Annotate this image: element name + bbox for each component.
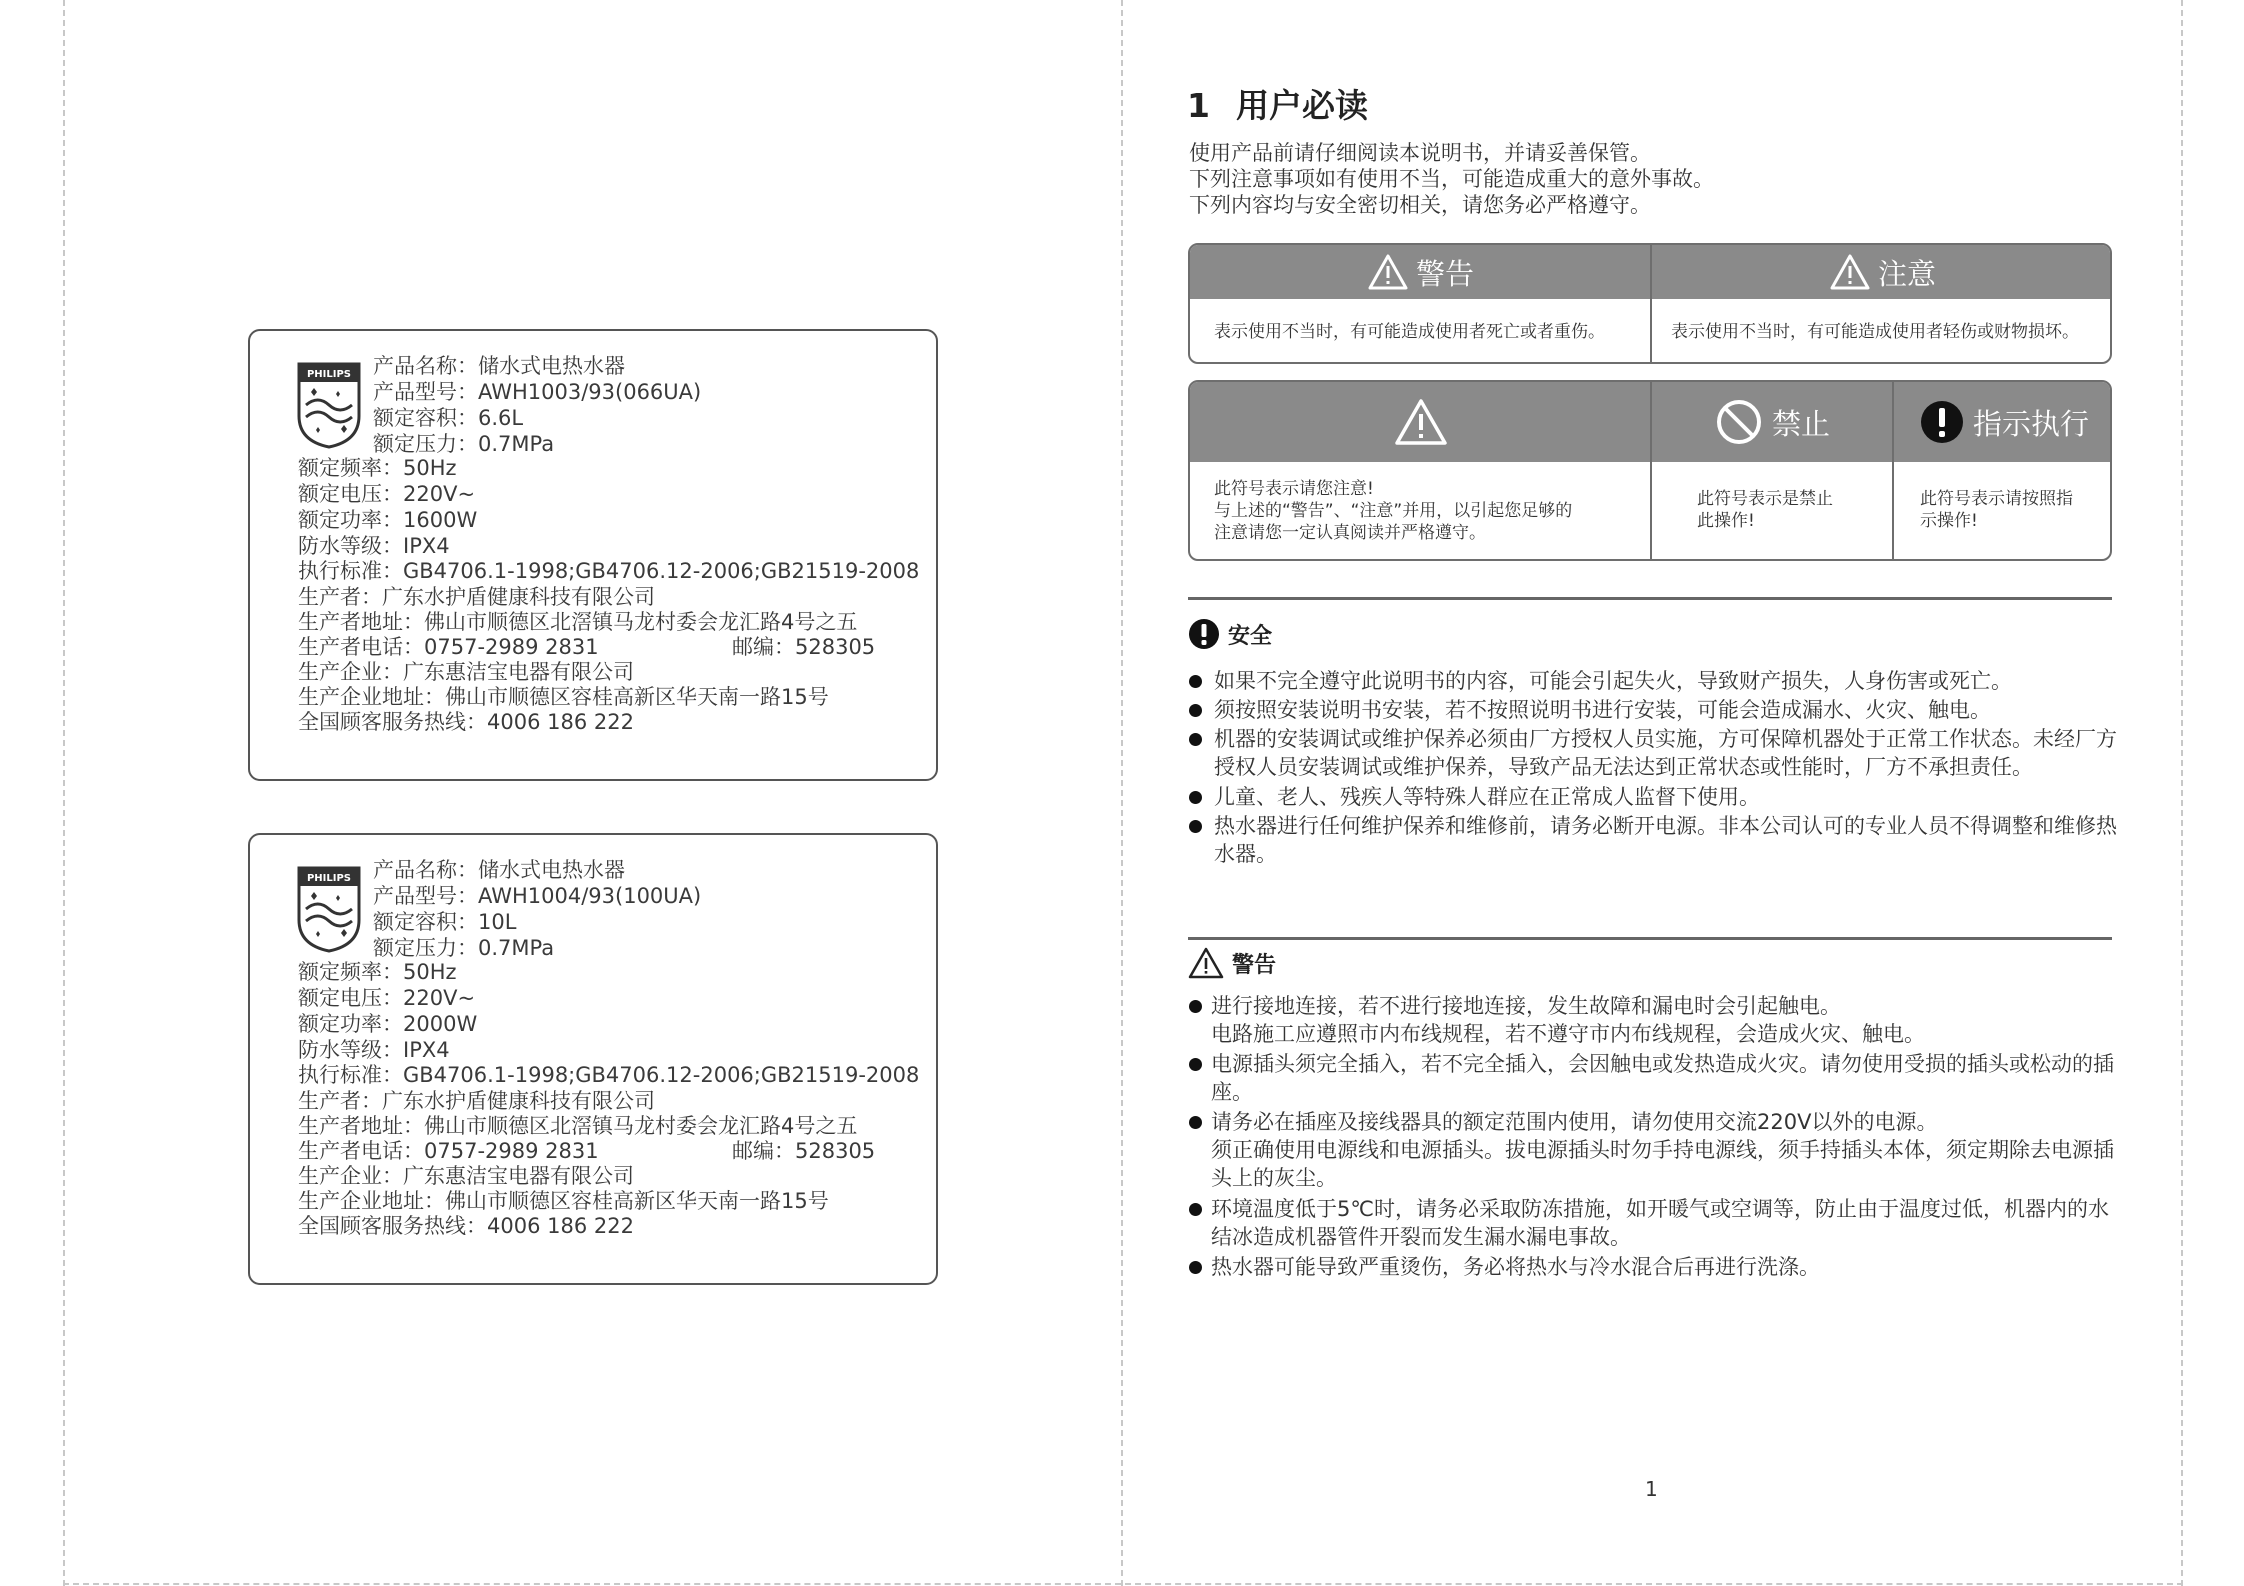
prohibit-desc-line: 此操作! — [1697, 511, 1755, 531]
prohibit-description — [1697, 488, 1833, 532]
producer: 生产者：广东水护盾健康科技有限公司 — [298, 1089, 655, 1113]
right-page-edge — [2181, 0, 2183, 1586]
manufacturer-address: 生产企业地址：佛山市顺德区容桂高新区华天南一路15号 — [298, 685, 829, 709]
product-model: 产品型号：AWH1003/93(066UA) — [373, 380, 702, 404]
safety-title: 安全 — [1228, 623, 1273, 649]
manufacturer: 生产企业：广东惠洁宝电器有限公司 — [298, 660, 634, 684]
intro-line: 使用产品前请仔细阅读本说明书，并请妥善保管。 — [1189, 141, 1651, 165]
bullet-icon — [1189, 675, 1202, 688]
page-fold-line — [1121, 0, 1123, 1586]
mandatory-title: 指示执行 — [1972, 406, 2089, 441]
nameplate-label-2 — [248, 833, 938, 1285]
mandatory-desc-line: 此符号表示请按照指 — [1920, 489, 2073, 509]
bullet-icon — [1189, 1000, 1202, 1013]
attention-desc-line: 此符号表示请您注意! — [1214, 479, 1374, 499]
rated-power: 额定功率：1600W — [298, 508, 478, 532]
mandatory-icon — [1919, 399, 1965, 445]
chapter-title — [1187, 80, 1368, 127]
warning-triangle-icon — [1394, 398, 1448, 446]
warning-item-text: 环境温度低于5℃时，请务必采取防冻措施，如开暖气或空调等，防止由于温度过低，机器内的水 — [1211, 1197, 2109, 1221]
safety-item-text: 授权人员安装调试或维护保养，导致产品无法达到正常状态或性能时，厂方不承担责任。 — [1214, 755, 2033, 779]
waterproof-grade: 防水等级：IPX4 — [298, 1038, 450, 1062]
prohibit-desc-line: 此符号表示是禁止 — [1697, 489, 1833, 509]
safety-heading — [1188, 618, 1272, 650]
intro-line: 下列注意事项如有使用不当，可能造成重大的意外事故。 — [1189, 167, 1714, 191]
attention-description — [1214, 478, 1572, 544]
column-divider — [1650, 382, 1652, 559]
nameplate-label-1 — [248, 329, 938, 781]
rated-capacity: 额定容积：6.6L — [373, 406, 524, 430]
warning-item-text: 结冰造成机器管件开裂而发生漏水漏电事故。 — [1211, 1225, 1631, 1249]
rated-pressure: 额定压力：0.7MPa — [373, 936, 555, 960]
mandatory-desc-line: 示操作! — [1920, 511, 1978, 531]
caution-header — [1652, 245, 2112, 299]
bottom-trim-line — [63, 1583, 2183, 1585]
mandatory-description — [1920, 488, 2073, 532]
warning-heading — [1188, 947, 1276, 979]
service-hotline: 全国顾客服务热线：4006 186 222 — [298, 1214, 634, 1238]
symbol-table-attention-prohibit-mandatory — [1188, 380, 2112, 561]
warning-item — [1189, 1195, 2119, 1251]
warning-header — [1190, 245, 1652, 299]
safety-item-text: 须按照安装说明书安装，若不按照说明书进行安装，可能会造成漏水、火灾、触电。 — [1214, 698, 1991, 722]
product-name: 产品名称：储水式电热水器 — [373, 354, 625, 378]
producer: 生产者：广东水护盾健康科技有限公司 — [298, 585, 655, 609]
section-rule — [1188, 937, 2112, 940]
safety-item — [1189, 783, 2119, 811]
standard: 执行标准：GB4706.1-1998;GB4706.12-2006;GB21519-2008 — [298, 1063, 920, 1087]
rated-capacity: 额定容积：10L — [373, 910, 517, 934]
safety-item — [1189, 667, 2119, 695]
mandatory-icon — [1188, 618, 1220, 650]
warning-item-text: 须正确使用电源线和电源插头。拔电源插头时勿手持电源线，须手持插头本体，须定期除去电源插 — [1211, 1138, 2114, 1162]
warning-item-text: 电路施工应遵照市内布线规程，若不遵守市内布线规程，会造成火灾、触电。 — [1211, 1022, 1925, 1046]
postal-code: 邮编：528305 — [732, 1139, 876, 1163]
warning-item — [1189, 1050, 2119, 1106]
attention-desc-line: 注意请您一定认真阅读并严格遵守。 — [1214, 523, 1486, 543]
safety-item-text: 儿童、老人、残疾人等特殊人群应在正常成人监督下使用。 — [1214, 785, 1760, 809]
warning-triangle-icon — [1188, 947, 1224, 979]
philips-logo-icon — [296, 361, 362, 449]
rated-voltage: 额定电压：220V~ — [298, 986, 476, 1010]
warning-item — [1189, 1108, 2119, 1192]
bullet-icon — [1189, 1261, 1202, 1274]
prohibit-title: 禁止 — [1771, 406, 1830, 441]
producer-address: 生产者地址：佛山市顺德区北滘镇马龙村委会龙汇路4号之五 — [298, 1114, 858, 1138]
rated-voltage: 额定电压：220V~ — [298, 482, 476, 506]
page-number: 1 — [1645, 1477, 1658, 1501]
safety-item-text: 水器。 — [1214, 842, 1277, 866]
column-divider — [1650, 245, 1652, 362]
column-divider — [1892, 382, 1894, 559]
warning-item-text: 座。 — [1211, 1080, 1253, 1104]
warning-triangle-icon — [1830, 254, 1870, 290]
warning-item-text: 请务必在插座及接线器具的额定范围内使用，请勿使用交流220V以外的电源。 — [1211, 1110, 1938, 1134]
standard: 执行标准：GB4706.1-1998;GB4706.12-2006;GB21519-2008 — [298, 559, 920, 583]
rated-frequency: 额定频率：50Hz — [298, 960, 457, 984]
product-model: 产品型号：AWH1004/93(100UA) — [373, 884, 702, 908]
intro-line: 下列内容均与安全密切相关，请您务必严格遵守。 — [1189, 193, 1651, 217]
prohibit-icon — [1716, 399, 1762, 445]
waterproof-grade: 防水等级：IPX4 — [298, 534, 450, 558]
philips-logo-icon — [296, 865, 362, 953]
bullet-icon — [1189, 733, 1202, 746]
safety-item-text: 如果不完全遵守此说明书的内容，可能会引起失火，导致财产损失，人身伤害或死亡。 — [1214, 669, 2012, 693]
warning-item-text: 电源插头须完全插入，若不完全插入，会因触电或发热造成火灾。请勿使用受损的插头或松动的插 — [1211, 1052, 2114, 1076]
producer-address: 生产者地址：佛山市顺德区北滘镇马龙村委会龙汇路4号之五 — [298, 610, 858, 634]
warning-item-text: 头上的灰尘。 — [1211, 1166, 1337, 1190]
bullet-icon — [1189, 791, 1202, 804]
safety-item-text: 机器的安装调试或维护保养必须由厂方授权人员实施，方可保障机器处于正常工作状态。未经厂方 — [1214, 727, 2117, 751]
warning-item-text: 进行接地连接，若不进行接地连接，发生故障和漏电时会引起触电。 — [1211, 994, 1841, 1018]
product-name: 产品名称：储水式电热水器 — [373, 858, 625, 882]
prohibit-header — [1652, 382, 1894, 462]
safety-item-text: 热水器进行任何维护保养和维修前，请务必断开电源。非本公司认可的专业人员不得调整和维修热 — [1214, 814, 2117, 838]
chapter-number: 1 — [1187, 86, 1210, 125]
bullet-icon — [1189, 704, 1202, 717]
caution-description: 表示使用不当时，有可能造成使用者轻伤或财物损坏。 — [1671, 322, 2079, 342]
symbol-table-warning-caution — [1188, 243, 2112, 364]
manufacturer-address: 生产企业地址：佛山市顺德区容桂高新区华天南一路15号 — [298, 1189, 829, 1213]
mandatory-header — [1894, 382, 2112, 462]
producer-phone: 生产者电话：0757-2989 2831 — [298, 635, 599, 659]
caution-title: 注意 — [1877, 256, 1936, 291]
section-rule — [1188, 597, 2112, 600]
chapter-heading: 用户必读 — [1235, 86, 1368, 125]
warning-title: 警告 — [1415, 256, 1474, 291]
bullet-icon — [1189, 1203, 1202, 1216]
warning-item — [1189, 992, 2119, 1048]
manufacturer: 生产企业：广东惠洁宝电器有限公司 — [298, 1164, 634, 1188]
postal-code: 邮编：528305 — [732, 635, 876, 659]
bullet-icon — [1189, 1116, 1202, 1129]
brand-text: PHILIPS — [306, 873, 352, 884]
brand-text: PHILIPS — [306, 369, 352, 380]
producer-phone: 生产者电话：0757-2989 2831 — [298, 1139, 599, 1163]
warning-item — [1189, 1253, 2119, 1281]
warning-section-title: 警告 — [1232, 952, 1277, 978]
left-page-edge — [63, 0, 65, 1586]
service-hotline: 全国顾客服务热线：4006 186 222 — [298, 710, 634, 734]
rated-power: 额定功率：2000W — [298, 1012, 478, 1036]
warning-item-text: 热水器可能导致严重烫伤，务必将热水与冷水混合后再进行洗涤。 — [1211, 1255, 1820, 1279]
safety-item — [1189, 812, 2119, 868]
attention-desc-line: 与上述的“警告”、“注意”并用，以引起您足够的 — [1214, 501, 1573, 521]
warning-description: 表示使用不当时，有可能造成使用者死亡或者重伤。 — [1214, 322, 1605, 342]
warning-triangle-icon — [1368, 254, 1408, 290]
bullet-icon — [1189, 820, 1202, 833]
rated-frequency: 额定频率：50Hz — [298, 456, 457, 480]
bullet-icon — [1189, 1058, 1202, 1071]
safety-item — [1189, 725, 2119, 781]
attention-header — [1190, 382, 1652, 462]
safety-item — [1189, 696, 2119, 724]
rated-pressure: 额定压力：0.7MPa — [373, 432, 555, 456]
